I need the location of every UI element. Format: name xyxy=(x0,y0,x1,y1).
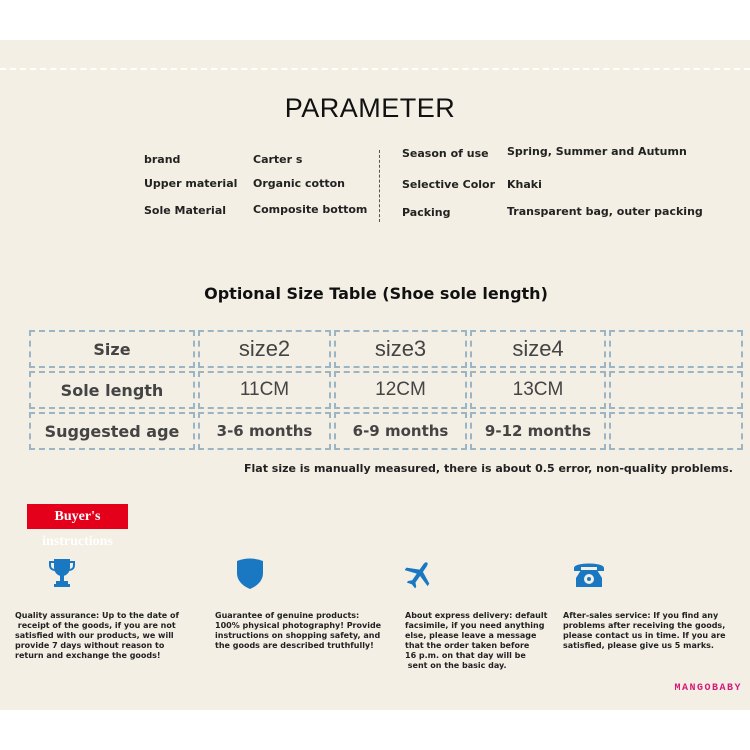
table-cell: 12CM xyxy=(334,371,467,409)
param-value-packing: Transparent bag, outer packing xyxy=(507,205,703,218)
table-cell: 9-12 months xyxy=(470,412,606,450)
table-cell: size4 xyxy=(470,330,606,368)
top-dashed-divider xyxy=(0,68,750,70)
param-value-sole-material: Composite bottom xyxy=(253,203,368,216)
table-cell xyxy=(609,412,743,450)
table-row xyxy=(29,412,743,450)
policy-after-sales: After-sales service: If you find any problems after receiving the goods, please contact us in time. If you are satisfied, please give us 5 marks. xyxy=(563,611,726,650)
param-label-season: Season of use xyxy=(402,147,489,160)
param-value-upper-material: Organic cotton xyxy=(253,177,346,190)
param-label-packing: Packing xyxy=(402,206,451,219)
shield-icon xyxy=(234,557,266,590)
policy-quality-assurance: Quality assurance: Up to the date of receipt of the goods, if you are not satisfied with our products, we will provide 7 days without reason to return and exchange the goods! xyxy=(15,611,179,660)
table-cell: 6-9 months xyxy=(334,412,467,450)
param-value-brand: Carter s xyxy=(253,153,303,166)
param-label-color: Selective Color xyxy=(402,178,496,191)
table-row xyxy=(29,371,743,409)
airplane-icon xyxy=(403,559,435,589)
buyers-instructions-badge: Buyer's instructions xyxy=(27,504,128,529)
table-cell: Suggested age xyxy=(29,412,195,450)
table-cell: 3-6 months xyxy=(198,412,331,450)
table-cell: Sole length xyxy=(29,371,195,409)
size-table-title: Optional Size Table (Shoe sole length) xyxy=(204,284,548,303)
table-cell: Size xyxy=(29,330,195,368)
size-table xyxy=(26,327,746,453)
telephone-icon xyxy=(573,560,605,588)
param-value-season: Spring, Summer and Autumn xyxy=(507,145,687,158)
trophy-icon xyxy=(48,557,76,589)
table-cell xyxy=(609,371,743,409)
param-label-upper-material: Upper material xyxy=(144,177,238,190)
table-cell xyxy=(609,330,743,368)
param-value-color: Khaki xyxy=(507,178,542,191)
param-label-brand: brand xyxy=(144,153,181,166)
table-row xyxy=(29,330,743,368)
measurement-note: Flat size is manually measured, there is about 0.5 error, non-quality problems. xyxy=(243,462,733,475)
table-cell: 13CM xyxy=(470,371,606,409)
param-divider xyxy=(379,150,380,222)
table-cell: 11CM xyxy=(198,371,331,409)
param-label-sole-material: Sole Material xyxy=(144,204,227,217)
page-title: PARAMETER xyxy=(284,93,456,123)
policy-express-delivery: About express delivery: default facsimile, if you need anything else, please leave a message that the order taken before 16 p.m. on that day will be sent on the basic day. xyxy=(405,611,548,670)
policy-genuine-products: Guarantee of genuine products: 100% physical photography! Provide instructions on shopping safety, and the goods are described truthfully! xyxy=(215,611,382,650)
table-cell: size3 xyxy=(334,330,467,368)
brand-watermark: MANGOBABY xyxy=(674,683,742,694)
table-cell: size2 xyxy=(198,330,331,368)
